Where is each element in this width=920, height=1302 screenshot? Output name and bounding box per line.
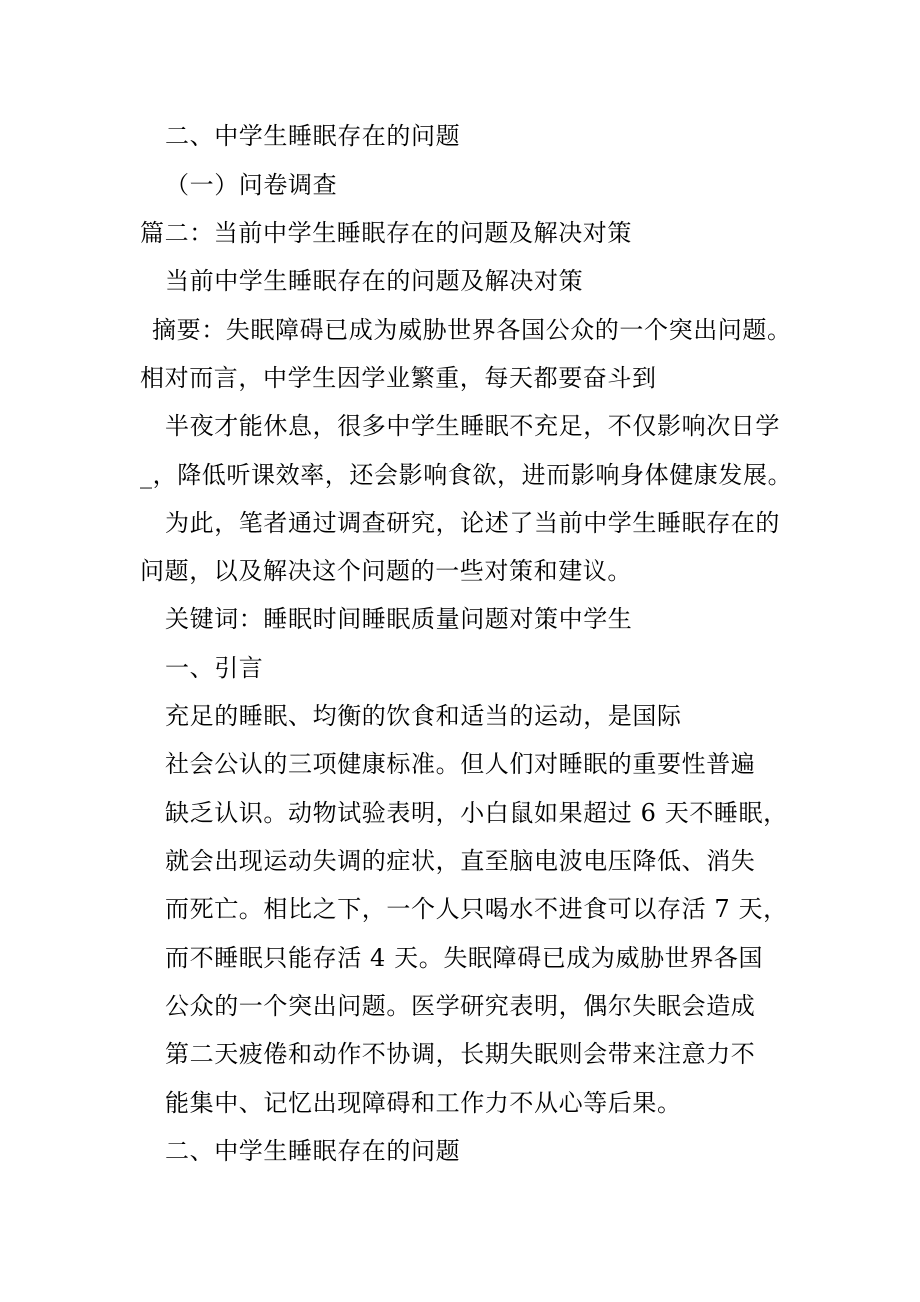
body-line: 能集中、记忆出现障碍和工作力不从心等后果。 [165,1089,682,1117]
body-line: 而不睡眠只能存活 4 天。失眠障碍已成为威胁世界各国 [165,944,764,972]
keywords-line: 关键词：睡眠时间睡眠质量问题对策中学生 [165,605,633,633]
abstract-line: 相对而言，中学生因学业繁重，每天都要奋斗到 [140,364,657,392]
section-heading: 一、引言 [165,654,264,682]
section-heading: 二、中学生睡眠存在的问题 [165,1137,461,1165]
abstract-line: 问题，以及解决这个问题的一些对策和建议。 [140,557,632,585]
article-heading: 篇二：当前中学生睡眠存在的问题及解决对策 [140,219,632,247]
body-line: 充足的睡眠、均衡的饮食和适当的运动，是国际 [165,702,682,730]
body-line: 公众的一个突出问题。医学研究表明，偶尔失眠会造成 [165,992,756,1020]
body-line: 缺乏认识。动物试验表明，小白鼠如果超过 6 天不睡眠， [165,799,788,827]
body-line: 第二天疲倦和动作不协调，长期失眠则会带来注意力不 [165,1040,756,1068]
abstract-line: _，降低听课效率，还会影响食欲，进而影响身体健康发展。 [140,461,793,489]
section-heading: 二、中学生睡眠存在的问题 [165,122,461,150]
body-line: 而死亡。相比之下，一个人只喝水不进食可以存活 7 天， [165,895,788,923]
subsection-heading: （一）问卷调查 [165,171,338,199]
article-title: 当前中学生睡眠存在的问题及解决对策 [165,267,584,295]
abstract-line: 摘要：失眠障碍已成为威胁世界各国公众的一个突出问题。 [152,316,792,344]
body-line: 就会出现运动失调的症状，直至脑电波电压降低、消失 [165,847,756,875]
body-line: 社会公认的三项健康标准。但人们对睡眠的重要性普遍 [165,750,756,778]
abstract-line: 为此，笔者通过调查研究，论述了当前中学生睡眠存在的 [165,509,780,537]
abstract-line: 半夜才能休息，很多中学生睡眠不充足，不仅影响次日学 [165,412,780,440]
